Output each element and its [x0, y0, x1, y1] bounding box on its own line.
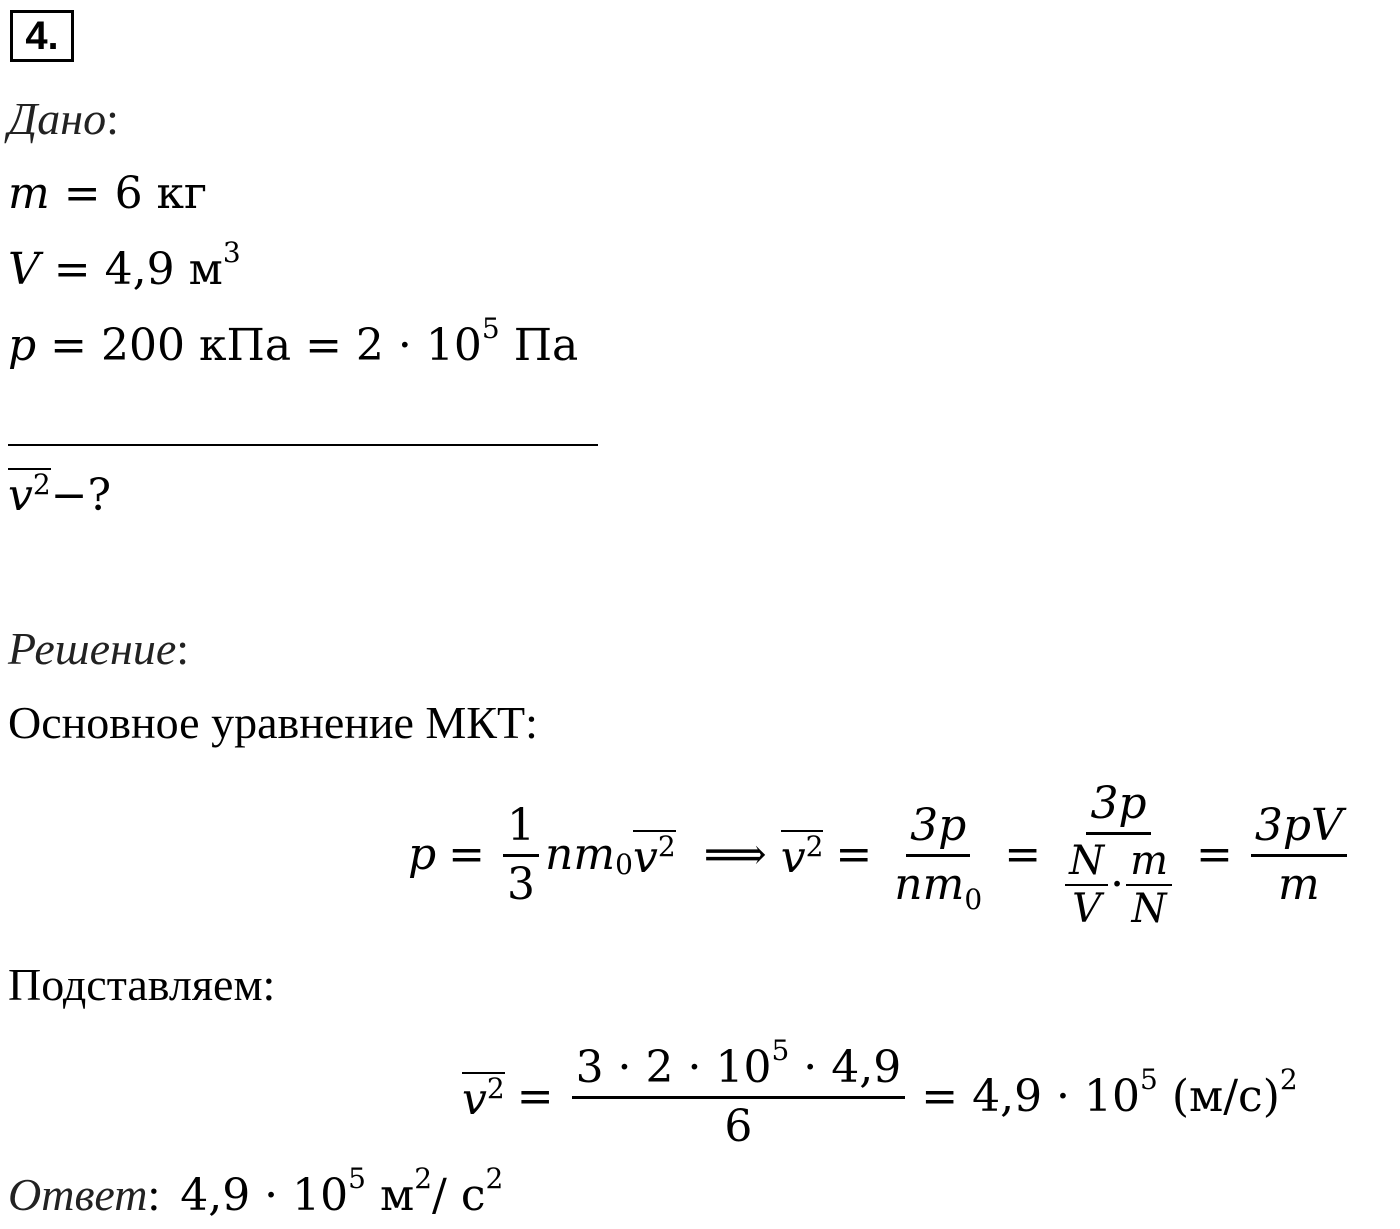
answer-colon: :	[147, 1169, 161, 1220]
formula-eq-1: =	[448, 829, 486, 880]
volume-exponent: 3	[222, 236, 241, 269]
answer-value	[180, 1162, 504, 1221]
calc-fraction-num	[572, 1033, 906, 1099]
calc-result-post: (м/с)	[1157, 1071, 1280, 1122]
volume-value: = 4,9 м	[39, 244, 223, 295]
solution-intro: Основное уравнение МКТ:	[8, 697, 538, 748]
pressure-unit: Па	[499, 320, 579, 371]
formula-n: n	[545, 829, 574, 880]
answer-value-exp2: 2	[414, 1162, 433, 1195]
formula-implies: ⟹	[703, 829, 767, 880]
given-volume	[8, 236, 241, 295]
formula-v2-overline-2	[780, 830, 824, 883]
fraction-one-third	[503, 799, 539, 910]
find-symbol: v	[8, 470, 33, 521]
calc-num-exp: 5	[771, 1033, 790, 1067]
given-heading-colon: :	[106, 93, 119, 144]
fraction-3p-nm0-num: 3p	[906, 804, 970, 857]
calc-result-exp2: 2	[1279, 1063, 1298, 1096]
calc-result-exp: 5	[1140, 1063, 1158, 1096]
formula-m0: m	[573, 829, 616, 880]
mass-value: = 6 кг	[49, 168, 208, 219]
fraction-one-third-den: 3	[507, 858, 536, 910]
solution-heading	[8, 623, 190, 674]
calc-v: v	[462, 1074, 487, 1125]
find-line	[8, 468, 112, 521]
fraction-3p-nv-mn	[1059, 777, 1178, 932]
calc-formula	[462, 1034, 1298, 1160]
formula-eq-3: =	[1004, 829, 1042, 880]
fraction-n-over-v-den: V	[1072, 885, 1101, 932]
formula-v2-overline	[632, 830, 676, 883]
calc-fraction-den: 6	[724, 1100, 753, 1152]
calc-eq: =	[516, 1071, 554, 1122]
fraction-m-over-n-den: N	[1131, 885, 1167, 932]
answer-value-pre: 4,9 · 10	[180, 1170, 349, 1221]
pressure-value: = 200 кПа = 2 · 10	[36, 320, 482, 371]
calc-v-exp: 2	[486, 1072, 505, 1105]
answer-value-exp3: 2	[485, 1162, 504, 1195]
fraction-den-m: m	[922, 858, 965, 910]
substitute-label: Подставляем:	[8, 959, 276, 1010]
answer-line	[8, 1162, 504, 1221]
formula-v-2: v	[780, 832, 806, 883]
answer-value-mid: м	[365, 1170, 415, 1221]
fraction-m-over-n-num: m	[1126, 841, 1172, 886]
calc-result	[921, 1063, 1298, 1122]
formula-v: v	[632, 832, 658, 883]
fraction-one-third-num: 1	[503, 804, 539, 857]
task-number: 4.	[10, 10, 74, 62]
calc-num-pre: 3 · 2 · 10	[575, 1041, 772, 1093]
solution-heading-colon: :	[176, 623, 190, 674]
find-question: −?	[50, 470, 112, 521]
fraction-3p-nm0-den	[890, 857, 986, 916]
calc-v2-overline	[462, 1072, 505, 1125]
fraction-den-n: n	[894, 858, 923, 910]
solution-heading-text: Решение	[8, 623, 177, 674]
calc-num-post: · 4,9	[789, 1041, 902, 1093]
formula-v-exp-2: 2	[805, 830, 824, 863]
fraction-3pv-m-den: m	[1277, 858, 1320, 910]
answer-value-post: / с	[432, 1170, 486, 1221]
answer-value-exp: 5	[348, 1162, 366, 1195]
mkt-formula	[408, 770, 1353, 940]
calc-result-pre: = 4,9 · 10	[921, 1071, 1141, 1122]
fraction-3p-nm0	[890, 799, 986, 916]
pressure-exponent: 5	[481, 312, 500, 345]
given-pressure	[8, 312, 579, 371]
formula-eq-2: =	[835, 829, 873, 880]
fraction-n-over-v	[1065, 837, 1108, 932]
given-mass	[8, 168, 208, 219]
given-divider	[8, 444, 598, 446]
find-exponent: 2	[32, 468, 51, 501]
fraction-3p-nv-mn-num: 3p	[1086, 782, 1150, 835]
find-overline	[8, 468, 51, 521]
fraction-3p-nv-mn-den	[1059, 835, 1178, 932]
formula-eq-4: =	[1196, 829, 1233, 880]
fraction-den-sub: 0	[964, 882, 983, 916]
volume-symbol: V	[8, 244, 40, 295]
formula-m0-sub: 0	[615, 848, 633, 881]
fraction-3pv-m	[1251, 799, 1347, 910]
given-heading	[8, 93, 119, 144]
formula-p: p	[408, 829, 437, 880]
pressure-symbol: p	[8, 320, 37, 371]
calc-fraction	[572, 1033, 906, 1152]
answer-label: Ответ	[8, 1169, 148, 1220]
fraction-n-over-v-num: N	[1065, 841, 1108, 886]
fraction-m-over-n	[1126, 837, 1172, 932]
given-heading-text: Дано	[8, 93, 107, 144]
fraction-3pv-m-num: 3pV	[1251, 804, 1347, 857]
fraction-dot: ·	[1110, 858, 1125, 910]
mass-symbol: m	[8, 168, 50, 219]
formula-v-exp: 2	[657, 830, 676, 863]
